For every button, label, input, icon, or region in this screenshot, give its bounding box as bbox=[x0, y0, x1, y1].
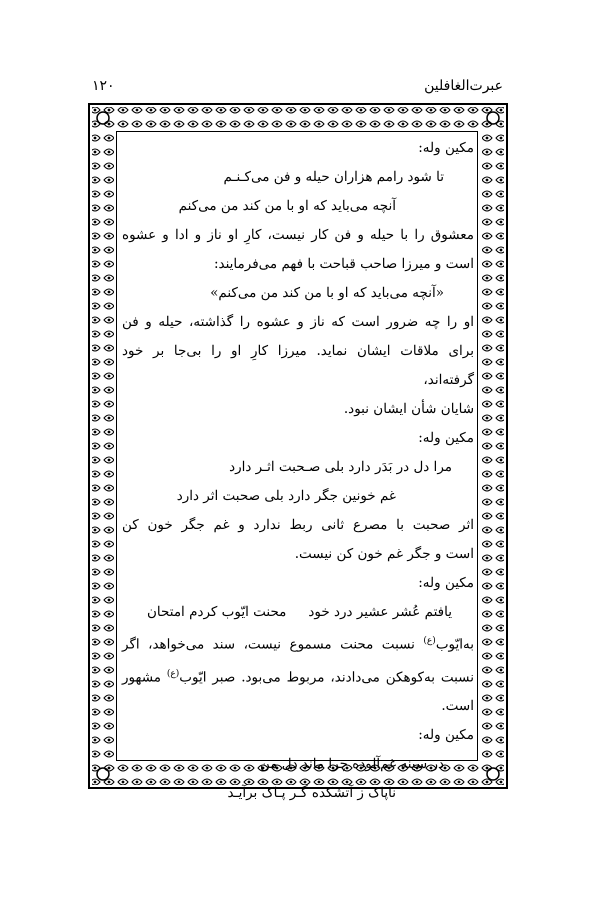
text-line bbox=[122, 660, 474, 693]
text-segment: مشهور bbox=[122, 669, 167, 685]
text-segment: نسبت محنت مسموع نیست، سند می‌خواهد، اگر bbox=[122, 636, 424, 653]
text-line: است و جگر غم خون کن نیست. bbox=[294, 546, 474, 562]
page-header bbox=[92, 78, 503, 98]
text-line: آنچه می‌باید که او با من کند من می‌کنم bbox=[178, 198, 396, 214]
hemistich: محنت ایّوب کردم امتحان bbox=[147, 604, 287, 620]
text-line bbox=[122, 598, 474, 627]
text-line: است. bbox=[441, 698, 474, 714]
honorific-mark: (ع) bbox=[166, 668, 180, 679]
text-line: مکین وله: bbox=[418, 140, 474, 156]
page-body bbox=[122, 134, 474, 808]
text-line: مکین وله: bbox=[418, 727, 474, 743]
text-line: در سینه غم‌آلوده چرا ماند دل من bbox=[259, 756, 444, 772]
hemistich: یافتم عُشر عشیر درد خود bbox=[308, 604, 452, 620]
text-line: «آنچه می‌باید که او با من کند من می‌کنم» bbox=[210, 285, 444, 301]
honorific-mark: (ع) bbox=[423, 636, 436, 646]
text-line: تا شود رامم هزاران حیله و فن می‌کـنـم bbox=[223, 169, 444, 185]
text-line: است و میرزا صاحب قباحت با فهم می‌فرمایند: bbox=[213, 256, 474, 272]
text-line: اثر صحبت با مصرع ثانی ربط ندارد و غم جگر خون کن bbox=[122, 517, 474, 533]
text-line: مرا دل در بَدَر دارد بلی صـحبت اثـر دارد bbox=[229, 459, 452, 475]
text-line bbox=[122, 627, 474, 660]
text-line: مکین وله: bbox=[418, 430, 474, 446]
text-line: او را چه ضرور است که ناز و عشوه را گذاشته، حیله و فن bbox=[122, 314, 474, 330]
text-line: مکین وله: bbox=[418, 575, 474, 591]
text-segment: نسبت به‌کوهکن می‌دادند، مربوط می‌بود. صبر ایّوب bbox=[179, 669, 474, 685]
text-line: ناپاک ز آتشکده گـر پـاک برآیـد bbox=[227, 785, 396, 801]
text-segment: به‌ایّوب bbox=[435, 636, 474, 653]
text-line: غم خونین جگر دارد بلی صحبت اثر دارد bbox=[176, 488, 396, 504]
text-line: معشوق را با حیله و فن کار نیست، کارِ او ناز و ادا و عشوه bbox=[122, 227, 474, 243]
text-line: شایان شأن ایشان نبود. bbox=[343, 401, 474, 417]
page-number: ۱۲۰ bbox=[92, 78, 115, 94]
text-line: برای ملاقات ایشان نماید. میرزا کارِ او را بی‌جا بر خود گرفته‌اند، bbox=[122, 343, 474, 388]
running-title: عبرت‌الغافلین bbox=[424, 78, 503, 94]
